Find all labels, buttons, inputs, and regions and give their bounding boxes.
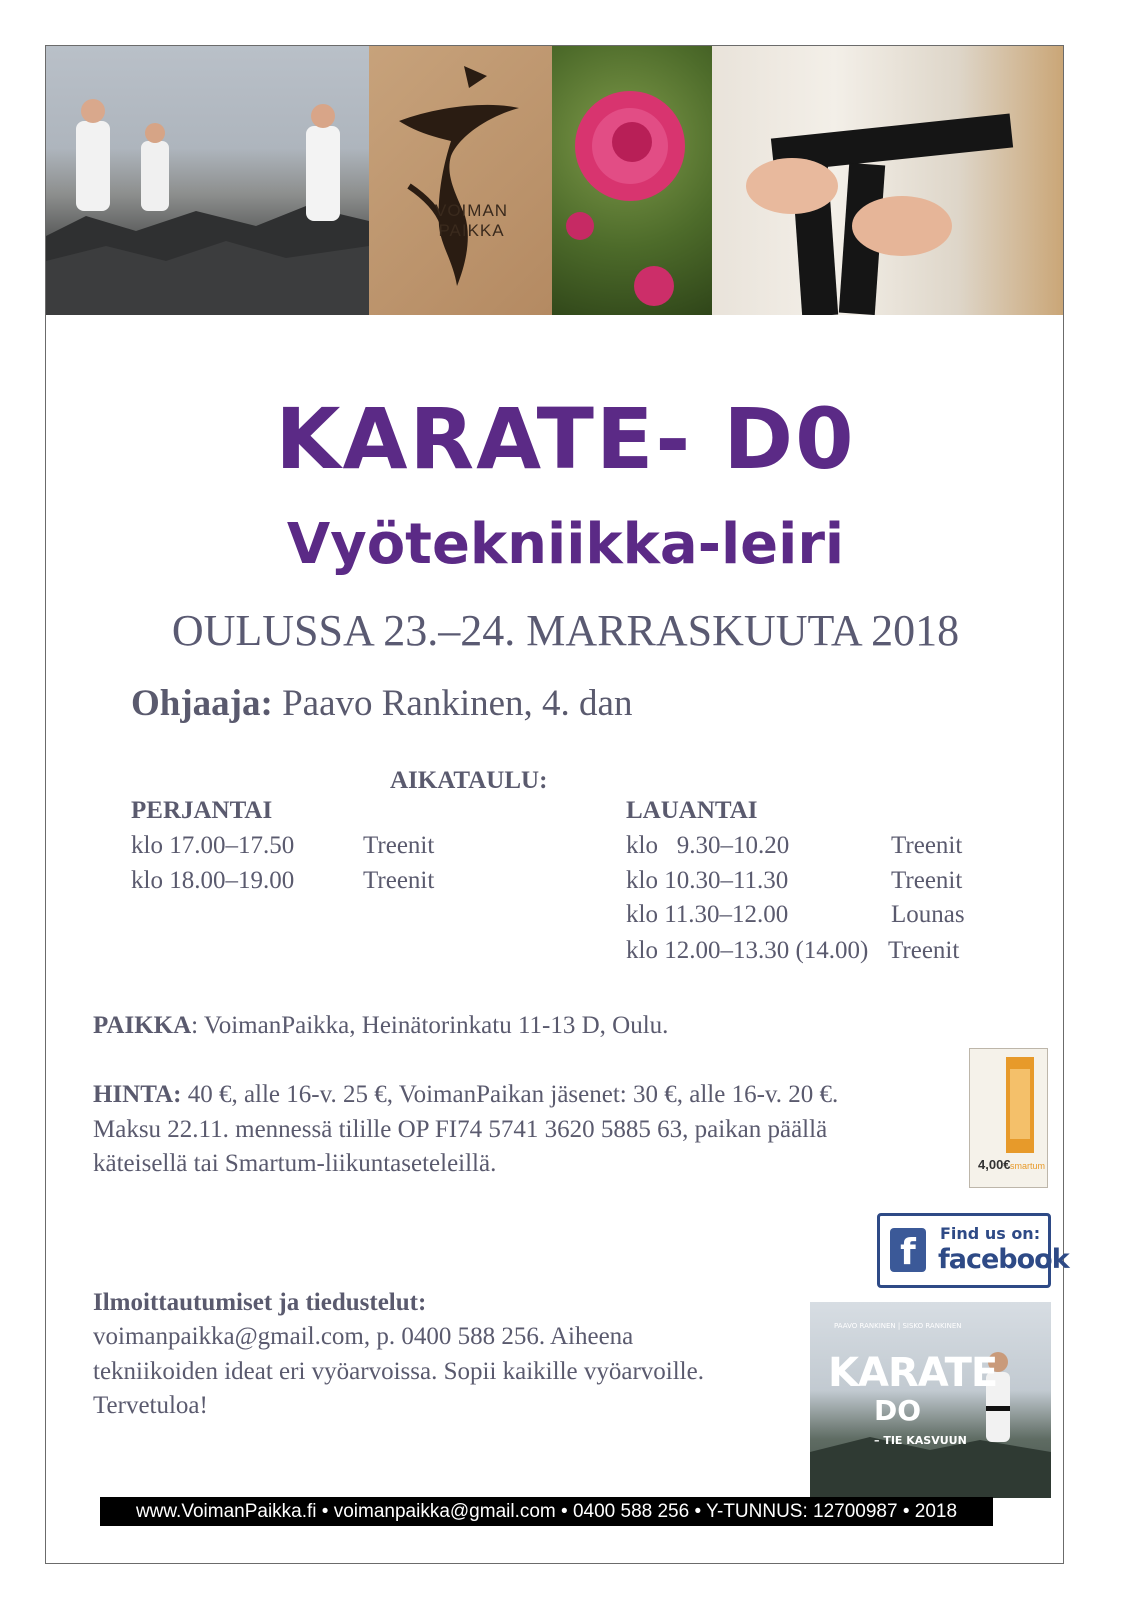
- place-value: : VoimanPaikka, Heinätorinkatu 11-13 D, Oulu.: [191, 1012, 669, 1039]
- price-value: 40 €, alle 16-v. 25 €, VoimanPaikan jäsenet: 30 €, alle 16-v. 20 €.: [181, 1081, 839, 1108]
- schedule-heading: AIKATAULU:: [390, 767, 548, 794]
- facebook-find-label: Find us on:: [940, 1224, 1041, 1243]
- book-authors: PAAVO RANKINEN | SISKO RANKINEN: [834, 1322, 962, 1330]
- logo-line-2: PAIKKA: [438, 221, 505, 240]
- contact-line-2: tekniikoiden ideat eri vyöarvoissa. Sopii kaikille vyöarvoille.: [93, 1358, 704, 1385]
- price-label: HINTA:: [93, 1081, 182, 1108]
- saturday-time-4: klo 12.00–13.30 (14.00): [626, 937, 869, 964]
- facebook-name-label: facebook: [938, 1244, 1069, 1275]
- contact-heading: Ilmoittautumiset ja tiedustelut:: [93, 1289, 427, 1316]
- saturday-time-2: klo 10.30–11.30: [626, 867, 789, 894]
- facebook-badge[interactable]: [877, 1213, 1069, 1288]
- friday-time-2: klo 18.00–19.00: [131, 867, 295, 894]
- price-line-2: Maksu 22.11. mennessä tilille OP FI74 5741 3620 5885 63, paikan päällä: [93, 1116, 828, 1143]
- contact-line-3: Tervetuloa!: [93, 1392, 208, 1419]
- smartum-brand: smartum: [1010, 1161, 1046, 1171]
- page-subtitle: Vyötekniikka-leiri: [286, 512, 845, 577]
- instructor-label: Ohjaaja:: [131, 683, 273, 724]
- contact-line-1: voimanpaikka@gmail.com, p. 0400 588 256. Aiheena: [93, 1323, 634, 1350]
- saturday-activity-2: Treenit: [891, 867, 963, 894]
- facebook-f-icon: f: [890, 1228, 926, 1272]
- saturday-heading: LAUANTAI: [626, 797, 758, 824]
- saturday-time-1: klo 9.30–10.20: [626, 832, 790, 859]
- footer-bar: www.VoimanPaikka.fi • voimanpaikka@gmail.com • 0400 588 256 • Y-TUNNUS: 12700987 • 2018: [100, 1497, 993, 1526]
- saturday-activity-3: Lounas: [891, 901, 965, 928]
- black-belt-photo: [712, 46, 1063, 315]
- saturday-time-3: klo 11.30–12.00: [626, 901, 789, 928]
- logo-line-1: VOIMAN: [435, 201, 509, 220]
- book-do: DO: [874, 1394, 922, 1427]
- page-title: KARATE- D0: [275, 390, 856, 488]
- event-dateline: OULUSSA 23.–24. MARRASKUUTA 2018: [171, 606, 960, 655]
- friday-heading: PERJANTAI: [131, 797, 273, 824]
- friday-time-1: klo 17.00–17.50: [131, 832, 295, 859]
- price-line-1: [93, 1081, 838, 1109]
- book-cover-image: [810, 1302, 1051, 1498]
- smartum-value: 4,00€: [978, 1157, 1011, 1172]
- instructor-line: [131, 682, 632, 725]
- place-label: PAIKKA: [93, 1012, 192, 1039]
- saturday-activity-1: Treenit: [891, 832, 963, 859]
- friday-activity-2: Treenit: [363, 867, 435, 894]
- karate-beach-photo: [46, 46, 369, 315]
- place-line: [93, 1012, 668, 1040]
- book-title: KARATE: [828, 1350, 998, 1396]
- price-line-3: käteisellä tai Smartum-liikuntaseteleillä.: [93, 1150, 497, 1177]
- instructor-value: Paavo Rankinen, 4. dan: [272, 683, 633, 724]
- book-subtitle: – TIE KASVUUN: [874, 1434, 967, 1447]
- friday-activity-1: Treenit: [363, 832, 435, 859]
- voimanpaikka-logo-photo: [369, 46, 552, 315]
- smartum-voucher-image: [969, 1048, 1048, 1188]
- voimanpaikka-label: [435, 201, 508, 241]
- rose-photo: [552, 46, 712, 315]
- saturday-activity-4: Treenit: [888, 937, 960, 964]
